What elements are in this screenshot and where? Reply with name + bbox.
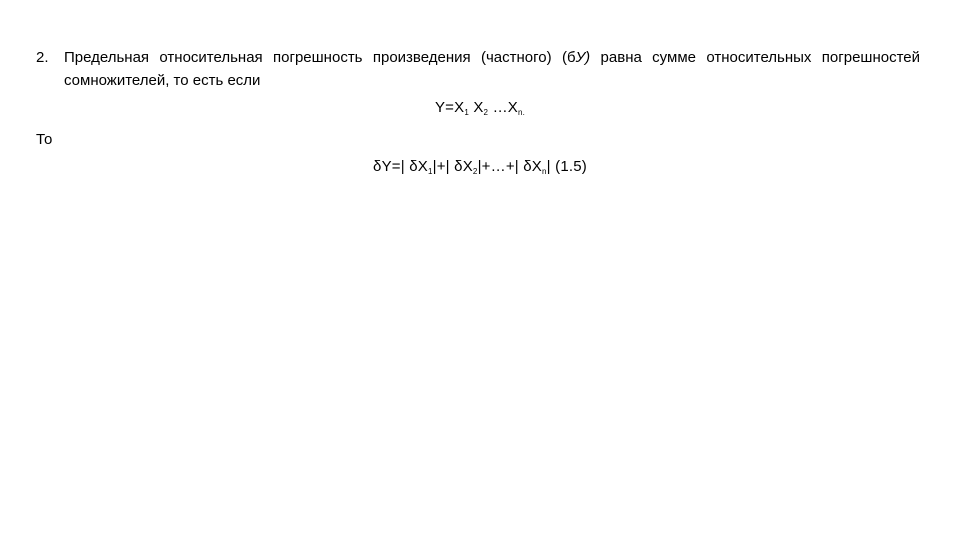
formula2-sub2: 2 bbox=[472, 167, 478, 176]
then-word: То bbox=[36, 131, 53, 148]
item-paragraph bbox=[64, 46, 920, 92]
relative-error-formula bbox=[0, 156, 960, 178]
formula2-sub1: 1 bbox=[427, 167, 433, 176]
formula1-sub3: n. bbox=[517, 108, 526, 117]
formula1-part1: Y=X bbox=[434, 99, 465, 116]
formula1-sub1: 1 bbox=[464, 108, 469, 117]
list-number: 2. bbox=[36, 49, 49, 66]
formula2-part2: |+| δX bbox=[432, 158, 473, 175]
formula1-part2: X bbox=[468, 99, 484, 116]
formula2-part3: |+…+| δX bbox=[477, 158, 542, 175]
product-formula bbox=[0, 97, 960, 119]
item-text-italic: У) bbox=[575, 49, 591, 66]
formula2-part4: | (1.5) bbox=[546, 158, 587, 175]
item-text-before: Предельная относительная погрешность произведения (частного) (б bbox=[64, 49, 576, 66]
formula2-part1: δY=| δX bbox=[373, 158, 428, 175]
list-item-2 bbox=[36, 46, 920, 92]
formula2-sub3: n bbox=[542, 167, 547, 176]
item-text-after: равна сумме относительных погрешностей сомножителей, то есть если bbox=[64, 49, 920, 89]
formula1-part3: …X bbox=[488, 99, 518, 116]
formula1-sub2: 2 bbox=[483, 108, 489, 117]
